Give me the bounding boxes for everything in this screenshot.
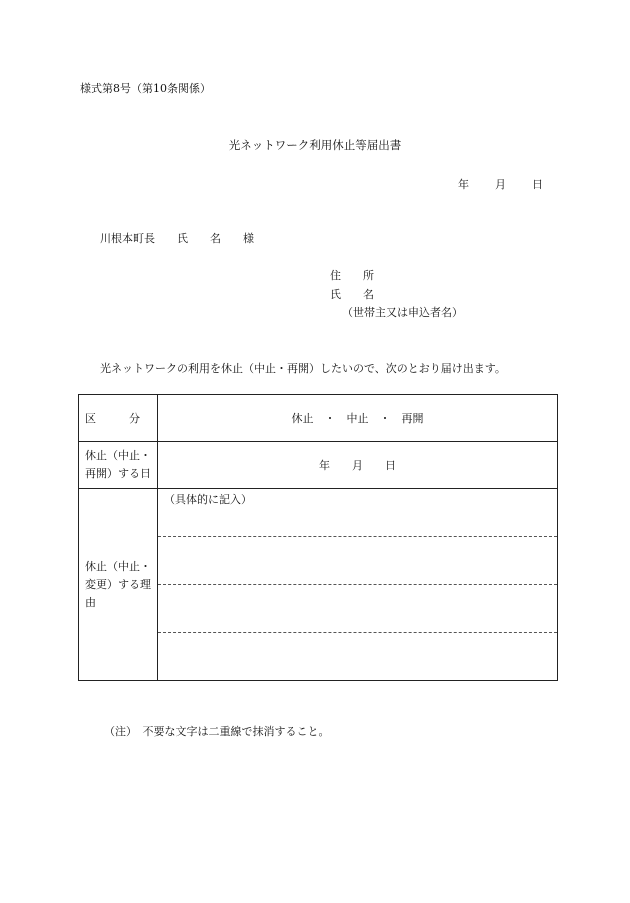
intro-text: 光ネットワークの利用を休止（中止・再開）したいので、次のとおり届け出ます。	[100, 362, 506, 375]
table-row-date	[79, 442, 558, 489]
date-line	[458, 176, 543, 192]
table-row-reason	[79, 489, 558, 681]
address-label: 住 所	[330, 269, 374, 282]
applicant-note: （世帯主又は申込者名）	[342, 306, 463, 319]
date-label-line1: 休止（中止・	[85, 449, 151, 462]
date-label	[79, 442, 158, 489]
date-value[interactable]: 年 月 日	[158, 442, 558, 489]
reason-line-1[interactable]	[158, 489, 557, 537]
reason-label-line3: 由	[85, 595, 96, 609]
form-number: 様式第8号（第10条関係）	[80, 82, 211, 95]
footer-note: （注） 不要な文字は二重線で抹消すること。	[104, 725, 330, 738]
category-options[interactable]: 休止 ・ 中止 ・ 再開	[158, 395, 558, 442]
reason-label-line2: 変更）する理	[85, 577, 151, 591]
addressee: 川根本町長 氏 名 様	[100, 232, 254, 245]
name-label: 氏 名	[330, 288, 374, 301]
table-row-category	[79, 395, 558, 442]
reason-line-4[interactable]	[158, 633, 557, 680]
form-table	[78, 394, 558, 681]
document-title: 光ネットワーク利用休止等届出書	[228, 138, 402, 152]
date-label-line2: 再開）する日	[85, 467, 151, 480]
reason-line-2[interactable]	[158, 537, 557, 585]
applicant-block	[330, 266, 374, 304]
date-day-label: 日	[532, 178, 543, 191]
category-label: 区 分	[79, 395, 158, 442]
reason-label-line1: 休止（中止・	[85, 559, 151, 573]
date-month-label: 月	[495, 178, 506, 191]
date-year-label: 年	[458, 178, 469, 191]
reason-hint: （具体的に記入）	[164, 493, 252, 506]
reason-label	[79, 489, 158, 681]
reason-line-3[interactable]	[158, 585, 557, 633]
reason-field[interactable]	[158, 489, 558, 681]
